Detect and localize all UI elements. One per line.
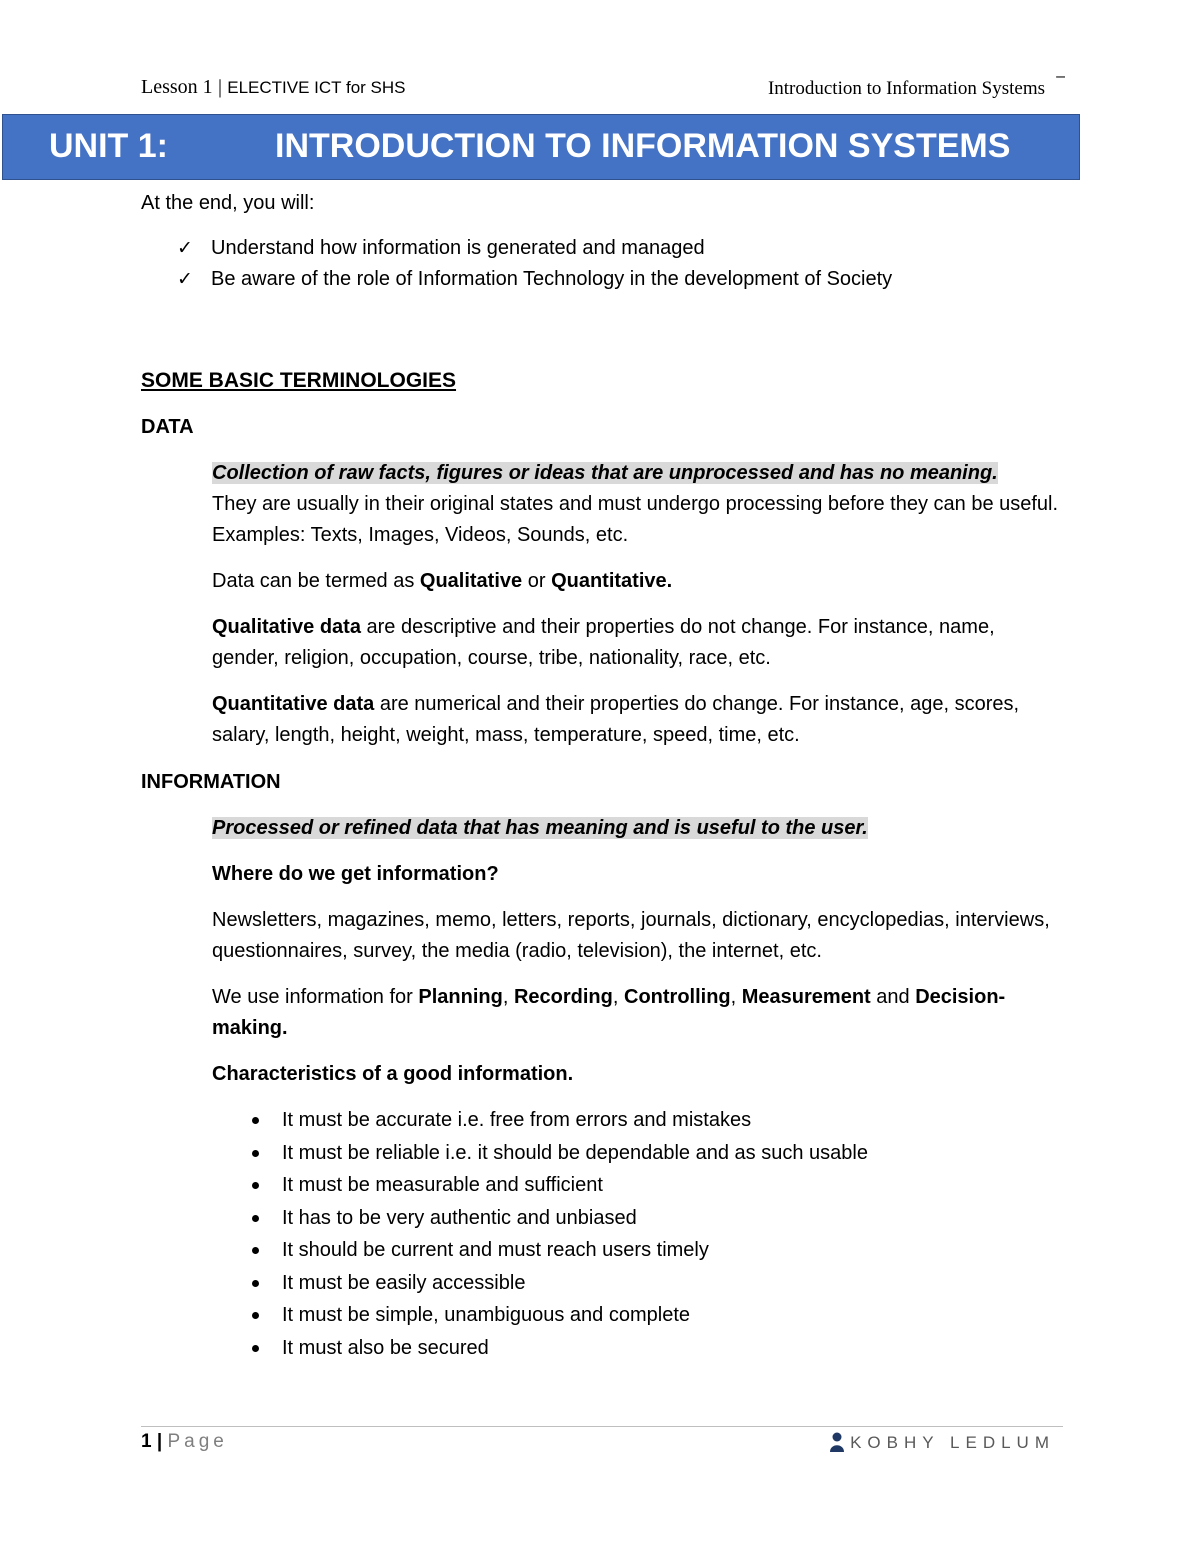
- list-item: It has to be very authentic and unbiased: [141, 1202, 1061, 1235]
- information-definition-block: [141, 813, 1061, 844]
- person-logo-icon: [828, 1431, 846, 1453]
- use-measurement: Measurement: [741, 986, 871, 1008]
- data-types: [141, 566, 1061, 597]
- checkmark-icon: ✓: [177, 269, 193, 290]
- uses-and: and: [870, 986, 916, 1008]
- footer-page: [141, 1431, 228, 1453]
- list-item: It must be easily accessible: [141, 1267, 1061, 1300]
- use-recording: Recording: [513, 986, 613, 1008]
- term-information-heading: INFORMATION: [141, 771, 281, 793]
- header-lesson: Lesson 1: [141, 76, 213, 98]
- page-word: Page: [167, 1431, 228, 1452]
- list-item: It must be simple, unambiguous and complete: [141, 1299, 1061, 1332]
- author-name: KOBHY LEDLUM: [850, 1433, 1055, 1452]
- qualitative-label: Qualitative data: [212, 616, 361, 638]
- unit-banner: [2, 114, 1080, 180]
- qualitative-text: are descriptive and their properties do not change. For instance, name, gender, religion, occupation, course, tribe, nationality, race, etc.: [212, 616, 995, 669]
- term-data-heading: DATA: [141, 416, 194, 438]
- use-planning: Planning: [418, 986, 503, 1008]
- uses-prefix: We use information for: [212, 986, 419, 1008]
- data-types-quantitative: Quantitative.: [551, 570, 673, 592]
- quantitative-paragraph: [141, 689, 1061, 751]
- list-item: It must also be secured: [141, 1332, 1061, 1365]
- use-controlling: Controlling: [624, 986, 731, 1008]
- objective-item: [141, 264, 1061, 295]
- data-explanation: They are usually in their original states and must undergo processing before they can be useful. Examples: Texts, Images, Videos, Sounds, etc.: [212, 493, 1059, 546]
- use-decision-making: Decision-making.: [212, 986, 1006, 1039]
- characteristics-heading: Characteristics of a good information.: [212, 1063, 574, 1085]
- footer-separator: |: [156, 1431, 163, 1452]
- information-definition: Processed or refined data that has meaning and is useful to the user.: [212, 817, 868, 839]
- list-item: It must be measurable and sufficient: [141, 1169, 1061, 1202]
- quantitative-text: are numerical and their properties do change. For instance, age, scores, salary, length, height, weight, mass, temperature, speed, time, etc.: [212, 693, 1020, 746]
- page-content: [141, 188, 1061, 1364]
- section-heading: SOME BASIC TERMINOLOGIES: [141, 369, 457, 392]
- objective-item: [141, 233, 1061, 264]
- data-types-prefix: Data can be termed as: [212, 570, 420, 592]
- data-definition: Collection of raw facts, figures or ideas that are unprocessed and has no meaning.: [212, 462, 998, 484]
- uses-comma: ,: [502, 986, 514, 1008]
- data-types-or: or: [522, 570, 552, 592]
- characteristics-list: [141, 1104, 1061, 1364]
- objective-text: Understand how information is generated and managed: [211, 237, 705, 259]
- list-item: It must be reliable i.e. it should be dependable and as such usable: [141, 1137, 1061, 1170]
- unit-title: INTRODUCTION TO INFORMATION SYSTEMS: [275, 127, 1011, 165]
- header-left: [141, 76, 405, 99]
- information-sources: Newsletters, magazines, memo, letters, reports, journals, dictionary, encyclopedias, interviews, questionnaires, survey, the media (radio, television), the internet, etc.: [212, 909, 1050, 962]
- page-number: 1: [141, 1431, 152, 1452]
- checkmark-icon: ✓: [177, 238, 193, 259]
- page-header: [141, 68, 1065, 106]
- information-uses: [141, 982, 1061, 1044]
- data-types-qualitative: Qualitative: [419, 570, 523, 592]
- qualitative-paragraph: [141, 612, 1061, 674]
- objective-text: Be aware of the role of Information Technology in the development of Society: [211, 268, 893, 290]
- header-dash: –: [1056, 68, 1065, 85]
- list-item: It must be accurate i.e. free from errors and mistakes: [141, 1104, 1061, 1137]
- quantitative-label: Quantitative data: [212, 693, 375, 715]
- header-separator: |: [217, 76, 222, 98]
- footer-divider: [141, 1426, 1063, 1427]
- unit-number: UNIT 1:: [49, 127, 168, 165]
- uses-comma: ,: [730, 986, 742, 1008]
- uses-comma: ,: [612, 986, 624, 1008]
- list-item: It should be current and must reach users timely: [141, 1234, 1061, 1267]
- objectives-list: [141, 233, 1061, 295]
- information-sources-question: Where do we get information?: [212, 863, 499, 885]
- header-course: ELECTIVE ICT for SHS: [227, 78, 406, 97]
- header-topic: Introduction to Information Systems: [767, 78, 1045, 99]
- footer-author: [828, 1431, 1055, 1453]
- objectives-lead: At the end, you will:: [141, 192, 315, 214]
- data-definition-block: [141, 458, 1061, 551]
